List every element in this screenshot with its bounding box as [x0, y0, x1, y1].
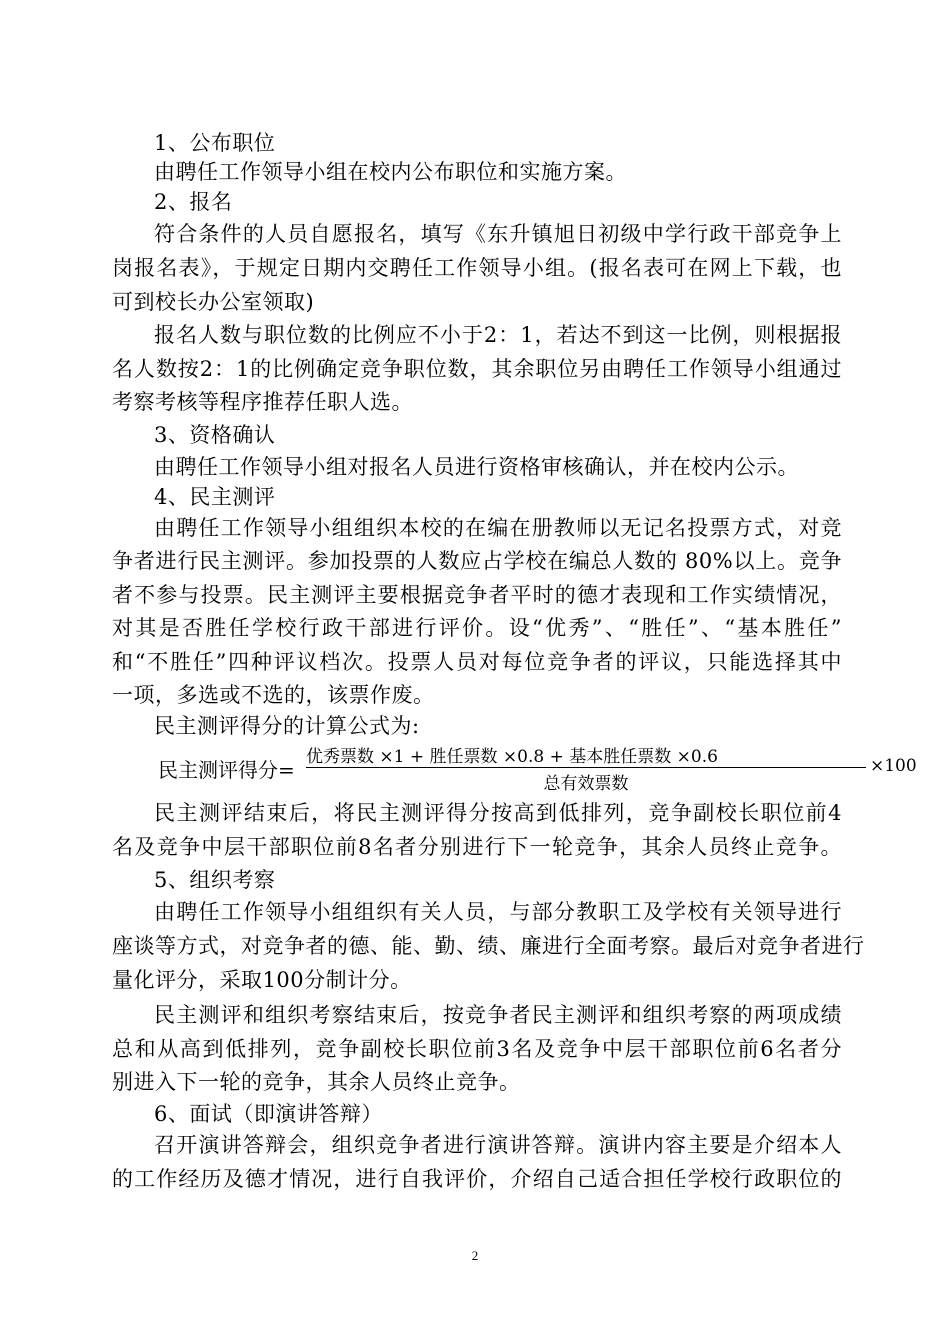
formula-multiplier: ×100 — [870, 756, 917, 776]
paragraph-line: 名及竞争中层干部职位前8名者分别进行下一轮竞争，其余人员终止竞争。 — [112, 835, 842, 859]
paragraph-line: 符合条件的人员自愿报名，填写《东升镇旭日初级中学行政干部竞争上 — [154, 222, 842, 246]
paragraph-line: 总和从高到低排列，竞争副校长职位前3名及竞争中层干部职位前6名者分 — [112, 1037, 842, 1061]
paragraph-line: 和“不胜任”四种评议档次。投票人员对每位竞争者的评议，只能选择其中 — [112, 650, 842, 674]
formula-denominator: 总有效票数 — [543, 774, 629, 794]
paragraph-line: 者不参与投票。民主测评主要根据竞争者平时的德才表现和工作实绩情况， — [112, 583, 842, 607]
paragraph-line: 座谈等方式，对竞争者的德、能、勤、绩、廉进行全面考察。最后对竞争者进行 — [112, 934, 865, 958]
paragraph-line: 量化评分，采取100分制计分。 — [112, 968, 412, 992]
formula-lhs: 民主测评得分= — [158, 758, 295, 782]
paragraph-line: 由聘任工作领导小组组织本校的在编在册教师以无记名投票方式，对竞 — [154, 516, 842, 540]
paragraph-line: 可到校长办公室领取) — [112, 290, 315, 314]
heading-organizational-inspection: 5、组织考察 — [154, 868, 276, 892]
paragraph-line: 对其是否胜任学校行政干部进行评价。设“优秀”、“胜任”、“基本胜任” — [112, 616, 842, 640]
heading-interview: 6、面试（即演讲答辩） — [154, 1102, 383, 1126]
paragraph-line: 由聘任工作领导小组对报名人员进行资格审核确认，并在校内公示。 — [154, 455, 799, 479]
heading-registration: 2、报名 — [154, 190, 233, 214]
paragraph-line: 争者进行民主测评。参加投票的人数应占学校在编总人数的 80%以上。竞争 — [112, 549, 842, 573]
paragraph-line: 民主测评和组织考察结束后，按竞争者民主测评和组织考察的两项成绩 — [154, 1003, 842, 1027]
paragraph-line: 别进入下一轮的竞争，其余人员终止竞争。 — [112, 1070, 521, 1094]
page-number: 2 — [471, 1248, 479, 1263]
paragraph-line: 一项，多选或不选的，该票作废。 — [112, 683, 435, 707]
formula-fraction — [306, 742, 917, 794]
paragraph-line: 由聘任工作领导小组组织有关人员，与部分教职工及学校有关领导进行 — [154, 900, 842, 924]
paragraph-line: 由聘任工作领导小组在校内公布职位和实施方案。 — [154, 160, 627, 184]
formula-numerator: 优秀票数 ×1 + 胜任票数 ×0.8 + 基本胜任票数 ×0.6 — [306, 747, 718, 767]
score-formula — [158, 742, 917, 794]
paragraph-line: 召开演讲答辩会，组织竞争者进行演讲答辩。演讲内容主要是介绍本人 — [154, 1133, 842, 1157]
paragraph-line: 岗报名表》，于规定日期内交聘任工作领导小组。(报名表可在网上下载，也 — [112, 256, 842, 280]
paragraph-line: 报名人数与职位数的比例应不小于2：1，若达不到这一比例，则根据报 — [154, 323, 842, 347]
heading-qualification: 3、资格确认 — [154, 423, 276, 447]
heading-democratic-evaluation: 4、民主测评 — [154, 485, 276, 509]
paragraph-line: 的工作经历及德才情况，进行自我评价，介绍自己适合担任学校行政职位的 — [112, 1167, 842, 1191]
paragraph-line: 名人数按2：1的比例确定竞争职位数，其余职位另由聘任工作领导小组通过 — [112, 357, 842, 381]
paragraph-line: 考察考核等程序推荐任职人选。 — [112, 390, 413, 414]
heading-publish-positions: 1、公布职位 — [154, 131, 276, 155]
paragraph-line: 民主测评得分的计算公式为: — [154, 714, 420, 738]
fraction-bar — [306, 767, 866, 768]
paragraph-line: 民主测评结束后，将民主测评得分按高到低排列，竞争副校长职位前4 — [154, 801, 842, 825]
